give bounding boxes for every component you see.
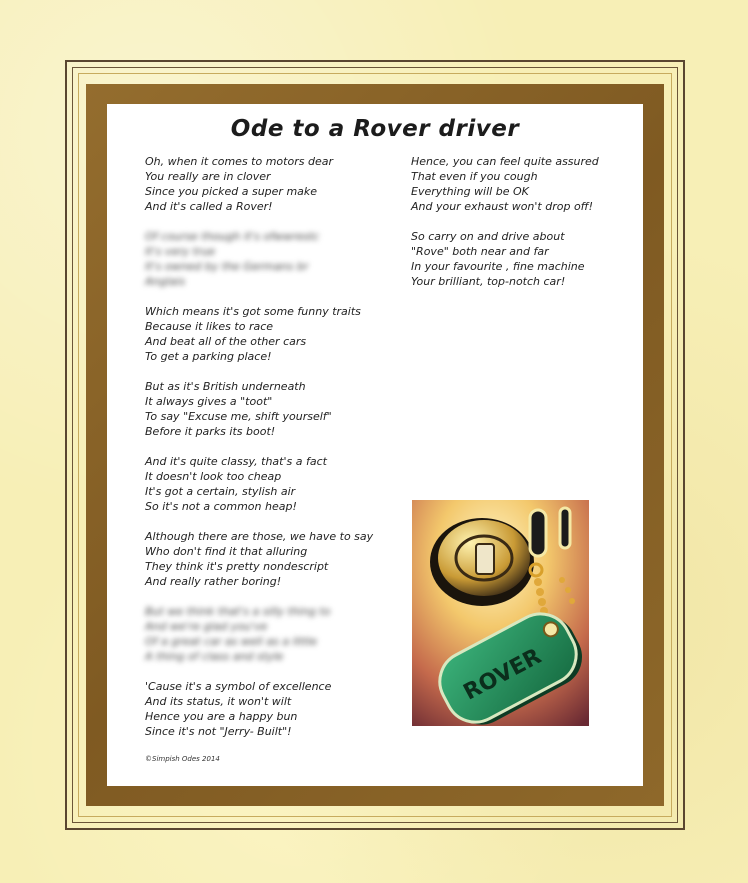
poem-stanza <box>411 229 631 289</box>
poem-line: To say "Excuse me, shift yourself" <box>145 410 332 423</box>
poem-stanza <box>145 379 385 439</box>
poem-stanza <box>145 454 385 514</box>
poem-line: Your brilliant, top-notch car! <box>411 275 566 288</box>
poem-stanza <box>145 154 385 214</box>
poem-line: They think it's pretty nondescript <box>145 560 329 573</box>
poem-line: Who don't find it that alluring <box>145 545 308 558</box>
chain-bead <box>538 598 546 606</box>
chain-bead <box>536 588 544 596</box>
poem-line: It doesn't look too cheap <box>145 470 282 483</box>
poem-line: Of course though it's ofwwrestc <box>145 230 320 243</box>
poem-line: Oh, when it comes to motors dear <box>145 155 333 168</box>
poem-line: And we're glad you've <box>145 620 268 633</box>
poem-line: Before it parks its boot! <box>145 425 276 438</box>
poem-line: Hence you are a happy bun <box>145 710 298 723</box>
poem-line: It's owned by the Germans br <box>145 260 309 273</box>
poem-line: "Rove" both near and far <box>411 245 549 258</box>
poem-line: Since you picked a super make <box>145 185 318 198</box>
poem-line: So carry on and drive about <box>411 230 565 243</box>
chain-bead <box>569 598 575 604</box>
poem-stanza <box>411 154 631 214</box>
poem-line: But as it's British underneath <box>145 380 306 393</box>
poem-line: So it's not a common heap! <box>145 500 297 513</box>
poem-line: It always gives a "toot" <box>145 395 273 408</box>
poem-line: Which means it's got some funny traits <box>145 305 361 318</box>
poem-line: You really are in clover <box>145 170 271 183</box>
poem-line: But we think that's a silly thing to <box>145 605 331 618</box>
poem-line: A thing of class and style <box>145 650 284 663</box>
tag-label: ROVER <box>459 644 546 706</box>
copyright-notice: ©Simpish Odes 2014 <box>145 755 220 763</box>
poem-line: Although there are those, we have to say <box>145 530 374 543</box>
poem-line: Anglais <box>145 275 186 288</box>
poem-line: And its status, it won't wilt <box>145 695 292 708</box>
poem-line: And really rather boring! <box>145 575 282 588</box>
poem-stanza <box>145 679 385 739</box>
poem-line: And it's quite classy, that's a fact <box>145 455 327 468</box>
poem-line: Everything will be OK <box>411 185 529 198</box>
poem-right-column <box>411 154 631 304</box>
poem-line: It's got a certain, stylish air <box>145 485 296 498</box>
key-slot <box>476 544 494 574</box>
poem-line: And your exhaust won't drop off! <box>411 200 594 213</box>
poem-line: And beat all of the other cars <box>145 335 307 348</box>
car-key-tag-icon <box>412 500 589 726</box>
poem-line: Hence, you can feel quite assured <box>411 155 599 168</box>
poem-line: Because it likes to race <box>145 320 274 333</box>
chain-bead <box>559 577 565 583</box>
poem-line: That even if you cough <box>411 170 538 183</box>
poem-line: 'Cause it's a symbol of excellence <box>145 680 332 693</box>
poem-stanza <box>145 529 385 589</box>
blurred-stanza <box>145 604 385 664</box>
poem-sheet <box>107 104 643 786</box>
key-second-blade <box>560 508 570 548</box>
poem-line: To get a parking place! <box>145 350 272 363</box>
poem-line: It's very true <box>145 245 216 258</box>
poem-title: Ode to a Rover driver <box>230 116 520 142</box>
poem-line: And it's called a Rover! <box>145 200 273 213</box>
poem-line: Since it's not "Jerry- Built"! <box>145 725 292 738</box>
key-blade <box>530 510 546 556</box>
poem-line: In your favourite , fine machine <box>411 260 585 273</box>
poem-stanza <box>145 304 385 364</box>
blurred-stanza <box>145 229 385 289</box>
poem-line: Of a great car as well as a little <box>145 635 318 648</box>
chain-bead <box>534 578 542 586</box>
poem-left-column <box>145 154 385 754</box>
chain-bead <box>565 587 571 593</box>
